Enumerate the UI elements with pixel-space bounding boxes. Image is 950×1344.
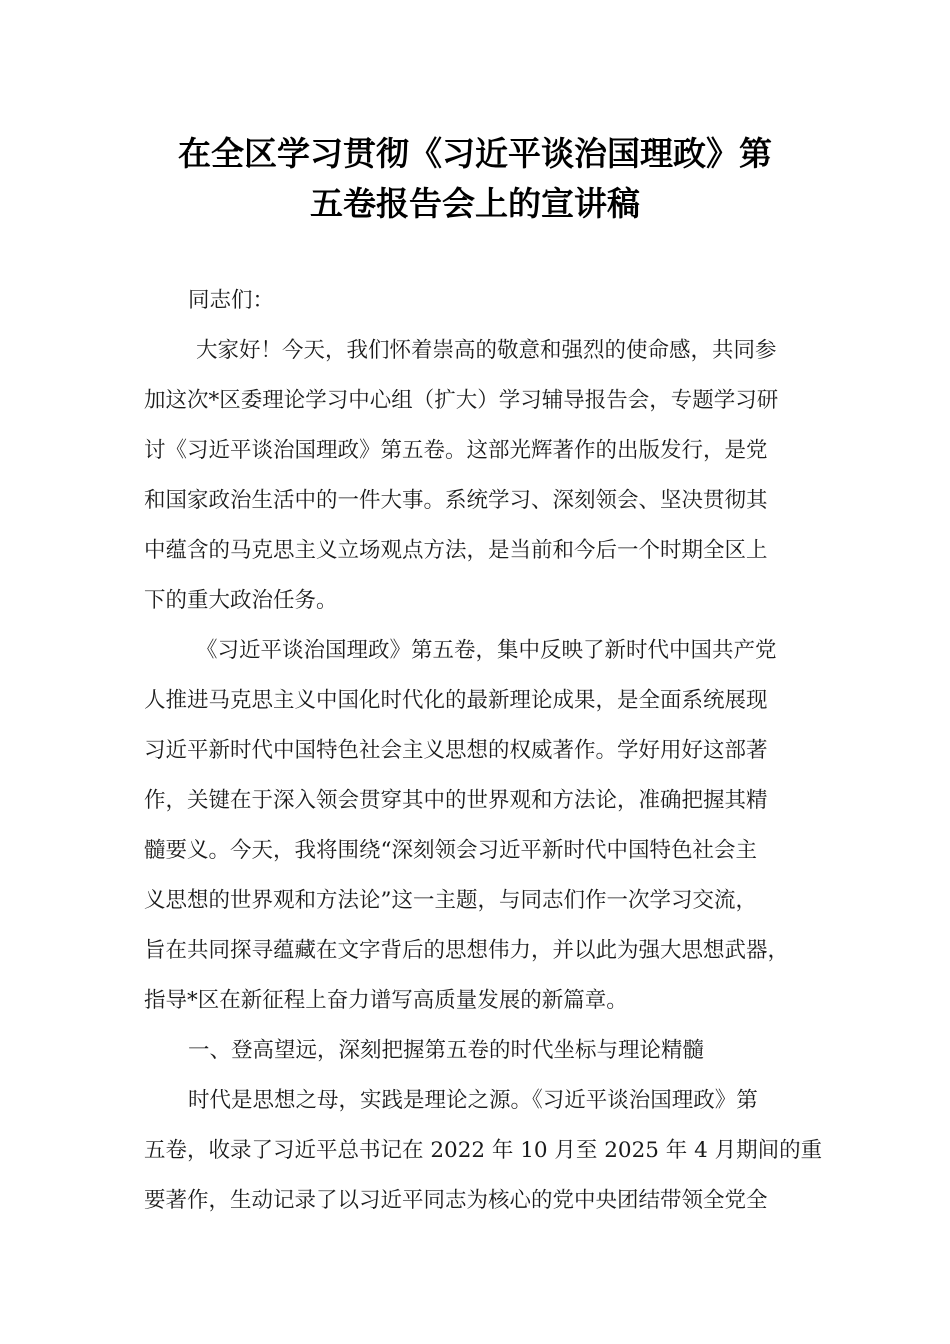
body-text-line: 作，关键在于深入领会贯穿其中的世界观和方法论，准确把握其精 <box>144 788 768 813</box>
body-text-line: 和国家政治生活中的一件大事。系统学习、深刻领会、坚决贯彻其 <box>144 488 768 513</box>
body-text-line: 《习近平谈治国理政》第五卷，集中反映了新时代中国共产党 <box>196 638 777 663</box>
body-text-line: 下的重大政治任务。 <box>144 588 338 613</box>
body-text-line: 旨在共同探寻蕴藏在文字背后的思想伟力，并以此为强大思想武器， <box>144 938 790 963</box>
body-text-line: 髓要义。今天，我将围绕“深刻领会习近平新时代中国特色社会主 <box>144 838 757 863</box>
body-text-line: 大家好！今天，我们怀着崇高的敬意和强烈的使命感，共同参 <box>196 338 777 363</box>
body-text-line: 讨《习近平谈治国理政》第五卷。这部光辉著作的出版发行，是党 <box>144 438 768 463</box>
body-text-line: 人推进马克思主义中国化时代化的最新理论成果，是全面系统展现 <box>144 688 768 713</box>
body-text-line: 时代是思想之母，实践是理论之源。《习近平谈治国理政》第 <box>188 1088 758 1113</box>
body-text-line: 同志们： <box>188 288 275 313</box>
body-text-line: 义思想的世界观和方法论”这一主题，与同志们作一次学习交流， <box>144 888 757 913</box>
body-text-line: 一、登高望远，深刻把握第五卷的时代坐标与理论精髓 <box>188 1038 705 1063</box>
document-title-line-2: 五卷报告会上的宣讲稿 <box>310 184 640 223</box>
body-text-line: 要著作，生动记录了以习近平同志为核心的党中央团结带领全党全 <box>144 1188 768 1213</box>
body-text-line: 指导*区在新征程上奋力谱写高质量发展的新篇章。 <box>144 988 628 1013</box>
body-text-line: 五卷，收录了习近平总书记在 2022 年 10 月至 2025 年 4 月期间的重 <box>144 1138 823 1163</box>
body-text-line: 中蕴含的马克思主义立场观点方法，是当前和今后一个时期全区上 <box>144 538 768 563</box>
body-text-line: 加这次*区委理论学习中心组（扩大）学习辅导报告会，专题学习研 <box>144 388 779 413</box>
document-title-line-1: 在全区学习贯彻《习近平谈治国理政》第 <box>178 134 772 173</box>
body-text-line: 习近平新时代中国特色社会主义思想的权威著作。学好用好这部著 <box>144 738 768 763</box>
